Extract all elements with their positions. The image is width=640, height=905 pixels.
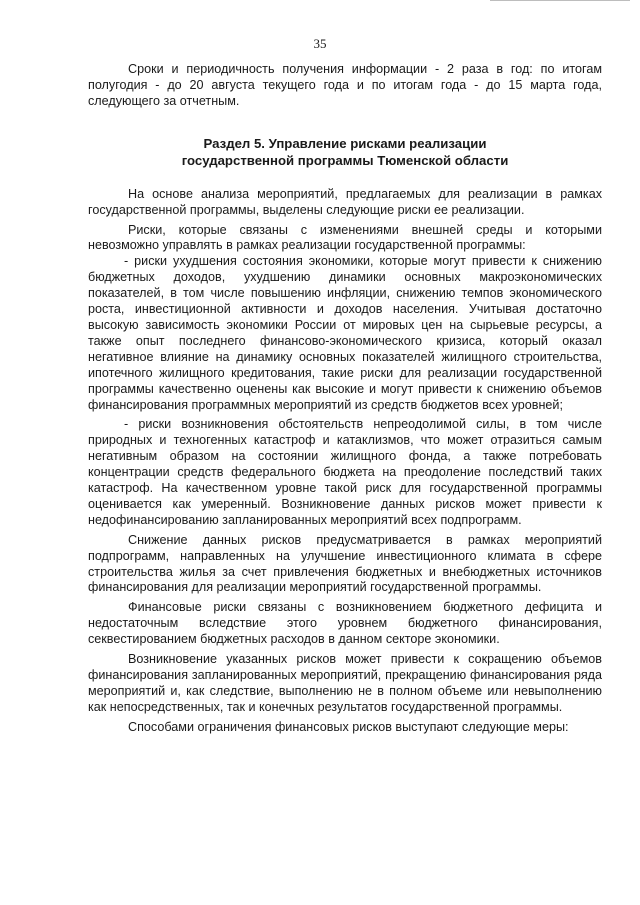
section-title-line-2: государственной программы Тюменской области: [181, 152, 509, 168]
section-heading: [88, 135, 602, 169]
scan-edge-line: [490, 0, 630, 4]
page-content: [88, 62, 602, 736]
paragraph-risk-mitigation: Снижение данных рисков предусматривается в рамках мероприятий подпрограмм, направленных на улучшение инвестиционного климата в сфере строительства жилья за счет привлечения бюджетных и внебюджетных источников финансирования для реализации мероприятий государственной программы.: [88, 532, 602, 595]
page-number: 35: [313, 36, 327, 51]
paragraph-risk-measures: Способами ограничения финансовых рисков выступают следующие меры:: [128, 719, 569, 734]
section-title-line-1: Раздел 5. Управление рисками реализации: [203, 135, 487, 151]
paragraph-risk-consequences: Возникновение указанных рисков может привести к сокращению объемов финансирования запланированных мероприятий, прекращению финансирования ряда мероприятий и, как следствие, выполнению не в полном объеме или невыполнению как непосредственных, так и конечных результатов государственной программы.: [88, 652, 602, 714]
paragraph-economy-risk: - риски ухудшения состояния экономики, которые могут привести к снижению бюджетных доходов, ухудшению динамики основных макроэкономических показателей, в том числе повышению инфляции, снижению темпов экономического роста, инвестиционной активности и доходов населения. Учитывая достаточно высокую зависимость экономики России от мировых цен на сырьевые ресурсы, а также опыт последнего финансово-экономического кризиса, который оказал негативное влияние на динамику основных показателей жилищного строительства, ипотечного жилищного кредитования, такие риски для реализации государственной программы качественно оценены как высокие и могут привести к снижению объемов финансирования программных мероприятий из средств бюджетов всех уровней;: [88, 254, 602, 412]
paragraph-external-risks: Риски, которые связаны с изменениями внешней среды и которыми невозможно управлять в рамках реализации государственной программы:: [88, 222, 602, 253]
paragraph-financial-risks: Финансовые риски связаны с возникновением бюджетного дефицита и недостаточным вследствие этого уровнем бюджетного финансирования, секвестированием бюджетных расходов в данном секторе экономики.: [88, 600, 602, 647]
paragraph-analysis: На основе анализа мероприятий, предлагаемых для реализации в рамках государственной программы, выделены следующие риски ее реализации.: [88, 186, 602, 217]
paragraph-force-majeure-risk: - риски возникновения обстоятельств непреодолимой силы, в том числе природных и техногенных катастроф и катаклизмов, что может отразиться самым негативным образом на состоянии жилищного фонда, а также потребовать концентрации средств федерального бюджета на преодоление последствий таких катастроф. На качественном уровне такой риск для государственной программы оценивается как умеренный. Возникновение данных рисков может привести к недофинансированию запланированных мероприятий всех подпрограмм.: [88, 417, 602, 527]
intro-paragraph: Сроки и периодичность получения информации - 2 раза в год: по итогам полугодия - до 20 августа текущего года и по итогам года - до 15 марта года, следующего за отчетным.: [88, 62, 602, 108]
